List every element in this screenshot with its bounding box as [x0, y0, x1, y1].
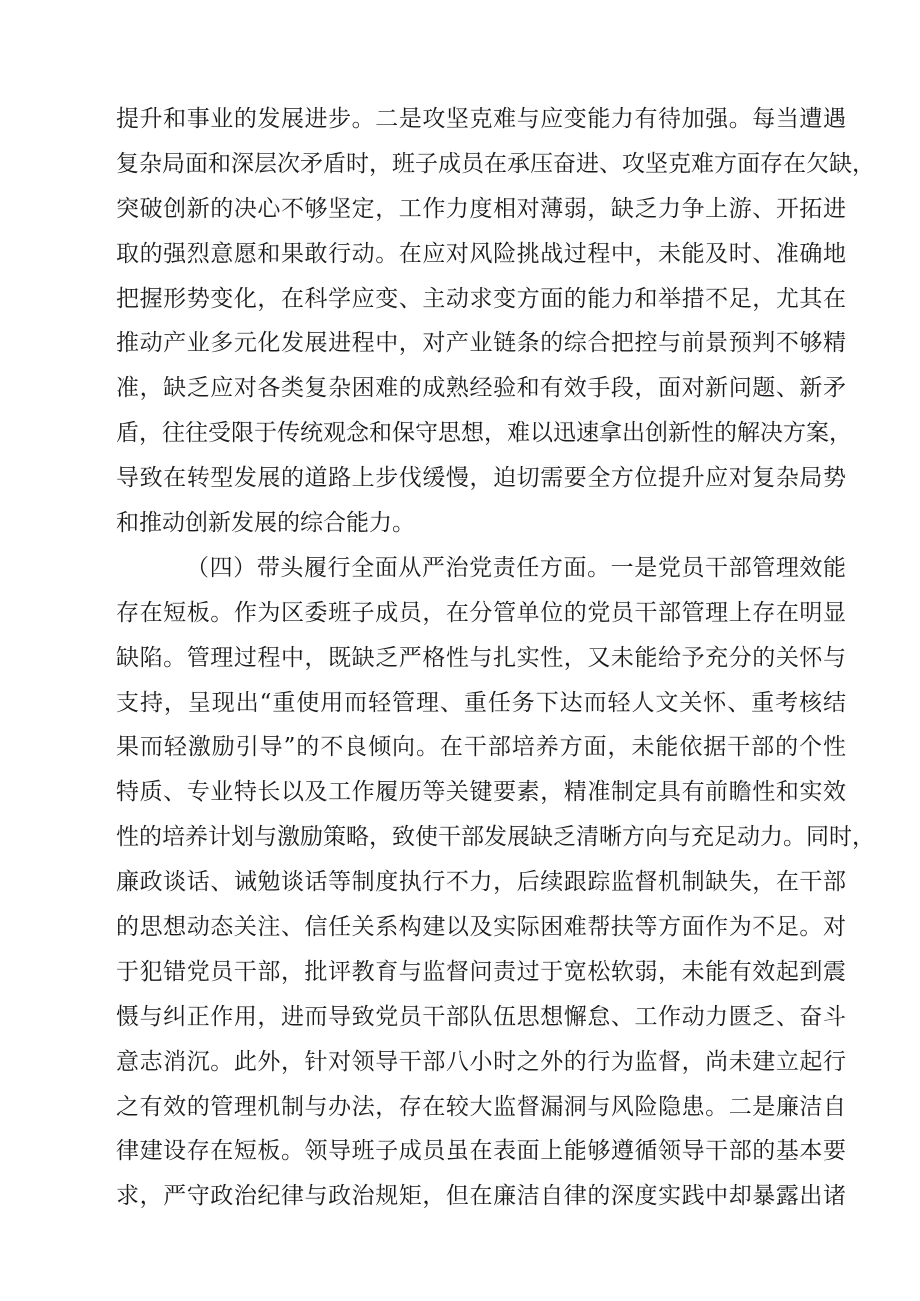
text-line: 果而轻激励引导”的不良倾向。在干部培养方面，未能依据干部的个性 [116, 734, 846, 761]
text-line: 缺陷。管理过程中，既缺乏严格性与扎实性，又未能给予充分的关怀与 [116, 644, 846, 671]
text-line: 盾，往往受限于传统观念和保守思想，难以迅速拿出创新性的解决方案， [116, 420, 852, 447]
document-body [116, 97, 875, 1219]
text-line: 支持，呈现出“重使用而轻管理、重任务下达而轻人文关怀、重考核结 [116, 689, 846, 716]
text-line: 特质、专业特长以及工作履历等关键要素，精准制定具有前瞻性和实效 [116, 779, 846, 806]
text-line: 推动产业多元化发展进程中，对产业链条的综合把控与前景预判不够精 [116, 330, 846, 357]
text-line: 意志消沉。此外，针对领导干部八小时之外的行为监督，尚未建立起行 [116, 1048, 846, 1075]
text-line: 律建设存在短板。领导班子成员虽在表面上能够遵循领导干部的基本要 [116, 1138, 846, 1165]
section-heading-line: （四）带头履行全面从严治党责任方面。一是党员干部管理效能 [186, 554, 846, 581]
text-line: 取的强烈意愿和果敢行动。在应对风险挑战过程中，未能及时、准确地 [116, 240, 846, 267]
text-line: 求，严守政治纪律与政治规矩，但在廉洁自律的深度实践中却暴露出诸 [116, 1183, 846, 1210]
text-line: 存在短板。作为区委班子成员，在分管单位的党员干部管理上存在明显 [116, 599, 846, 626]
text-line: 之有效的管理机制与办法，存在较大监督漏洞与风险隐患。二是廉洁自 [116, 1093, 846, 1120]
text-line: 的思想动态关注、信任关系构建以及实际困难帮扶等方面作为不足。对 [116, 914, 846, 941]
text-line: 提升和事业的发展进步。二是攻坚克难与应变能力有待加强。每当遭遇 [116, 106, 846, 132]
text-line: 性的培养计划与激励策略，致使干部发展缺乏清晰方向与充足动力。同时， [116, 824, 875, 851]
text-line: 复杂局面和深层次矛盾时，班子成员在承压奋进、攻坚克难方面存在欠缺， [116, 150, 875, 177]
text-line: 把握形势变化，在科学应变、主动求变方面的能力和举措不足，尤其在 [116, 285, 846, 312]
text-line: 导致在转型发展的道路上步伐缓慢，迫切需要全方位提升应对复杂局势 [116, 465, 846, 492]
paragraph-end-line: 和推动创新发展的综合能力。 [116, 510, 415, 537]
text-line: 准，缺乏应对各类复杂困难的成熟经验和有效手段，面对新问题、新矛 [116, 375, 846, 402]
text-line: 于犯错党员干部，批评教育与监督问责过于宽松软弱，未能有效起到震 [116, 958, 846, 985]
text-line: 慑与纠正作用，进而导致党员干部队伍思想懈怠、工作动力匮乏、奋斗 [116, 1003, 846, 1030]
text-line: 突破创新的决心不够坚定，工作力度相对薄弱，缺乏力争上游、开拓进 [116, 195, 846, 222]
text-line: 廉政谈话、诫勉谈话等制度执行不力，后续跟踪监督机制缺失，在干部 [116, 869, 846, 896]
